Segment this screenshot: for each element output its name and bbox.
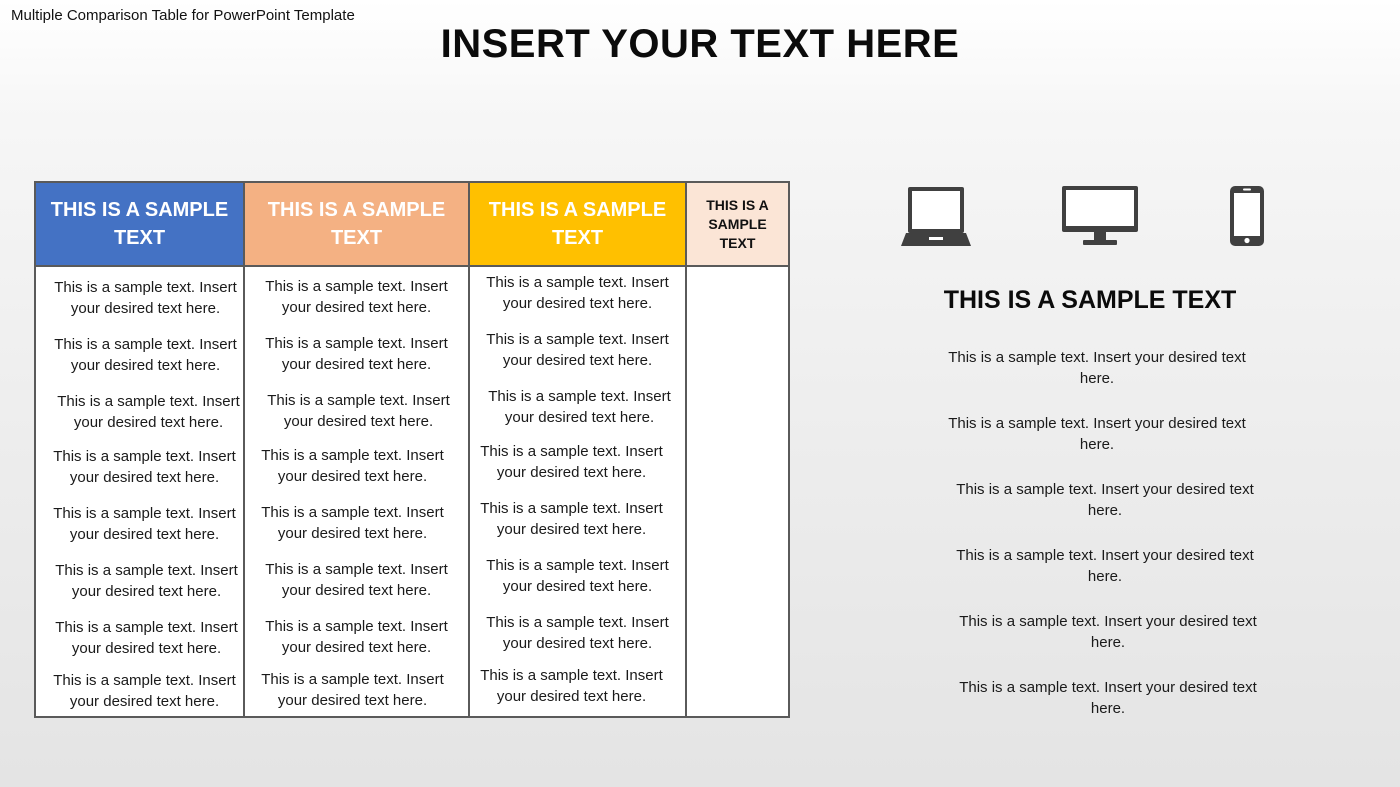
- table-column-1: [36, 183, 245, 716]
- table-cell: This is a sample text. Insert your desired text here.: [486, 557, 669, 595]
- side-text-item: This is a sample text. Insert your desired text here.: [948, 349, 1246, 387]
- page-title: INSERT YOUR TEXT HERE: [440, 22, 960, 66]
- side-text-item: This is a sample text. Insert your desired text here.: [959, 679, 1257, 717]
- side-text-item: This is a sample text. Insert your desired text here.: [948, 415, 1246, 453]
- table-cell: This is a sample text. Insert your desired text here.: [53, 448, 236, 486]
- table-cell: This is a sample text. Insert your desired text here.: [488, 388, 671, 426]
- laptop-icon: [900, 186, 972, 248]
- column-header-1: THIS IS A SAMPLE TEXT: [36, 183, 243, 267]
- column-header-2: THIS IS A SAMPLE TEXT: [245, 183, 468, 267]
- comparison-table: [34, 181, 790, 718]
- table-cell: This is a sample text. Insert your desired text here.: [486, 274, 669, 312]
- table-cell: This is a sample text. Insert your desired text here.: [480, 443, 663, 481]
- table-cell: This is a sample text. Insert your desired text here.: [54, 336, 237, 374]
- column-header-3: THIS IS A SAMPLE TEXT: [470, 183, 685, 267]
- table-cell: This is a sample text. Insert your desired text here.: [54, 279, 237, 317]
- table-cell: This is a sample text. Insert your desired text here.: [53, 672, 236, 710]
- monitor-icon: [1061, 185, 1139, 247]
- table-cell: This is a sample text. Insert your desired text here.: [267, 392, 450, 430]
- slide-caption: Multiple Comparison Table for PowerPoint Template: [11, 7, 355, 24]
- table-cell: This is a sample text. Insert your desired text here.: [265, 335, 448, 373]
- table-cell: This is a sample text. Insert your desired text here.: [55, 562, 238, 600]
- table-column-4: [687, 183, 788, 716]
- table-cell: This is a sample text. Insert your desired text here.: [261, 447, 444, 485]
- table-cell: This is a sample text. Insert your desired text here.: [57, 393, 240, 431]
- table-column-2: [245, 183, 470, 716]
- table-cell: This is a sample text. Insert your desired text here.: [261, 671, 444, 709]
- table-cell: This is a sample text. Insert your desired text here.: [486, 614, 669, 652]
- table-cell: This is a sample text. Insert your desired text here.: [55, 619, 238, 657]
- smartphone-icon: [1229, 185, 1265, 247]
- table-cell: This is a sample text. Insert your desired text here.: [265, 561, 448, 599]
- table-cell: This is a sample text. Insert your desired text here.: [480, 500, 663, 538]
- side-text-item: This is a sample text. Insert your desired text here.: [956, 547, 1254, 585]
- table-column-3: [470, 183, 687, 716]
- table-cell: This is a sample text. Insert your desired text here.: [261, 504, 444, 542]
- table-cell: This is a sample text. Insert your desired text here.: [53, 505, 236, 543]
- side-section-title: THIS IS A SAMPLE TEXT: [943, 286, 1237, 314]
- table-cell: This is a sample text. Insert your desired text here.: [265, 618, 448, 656]
- column-header-4: THIS IS A SAMPLE TEXT: [687, 183, 788, 267]
- table-cell: This is a sample text. Insert your desired text here.: [480, 667, 663, 705]
- side-text-item: This is a sample text. Insert your desired text here.: [956, 481, 1254, 519]
- side-text-item: This is a sample text. Insert your desired text here.: [959, 613, 1257, 651]
- table-cell: This is a sample text. Insert your desired text here.: [486, 331, 669, 369]
- table-cell: This is a sample text. Insert your desired text here.: [265, 278, 448, 316]
